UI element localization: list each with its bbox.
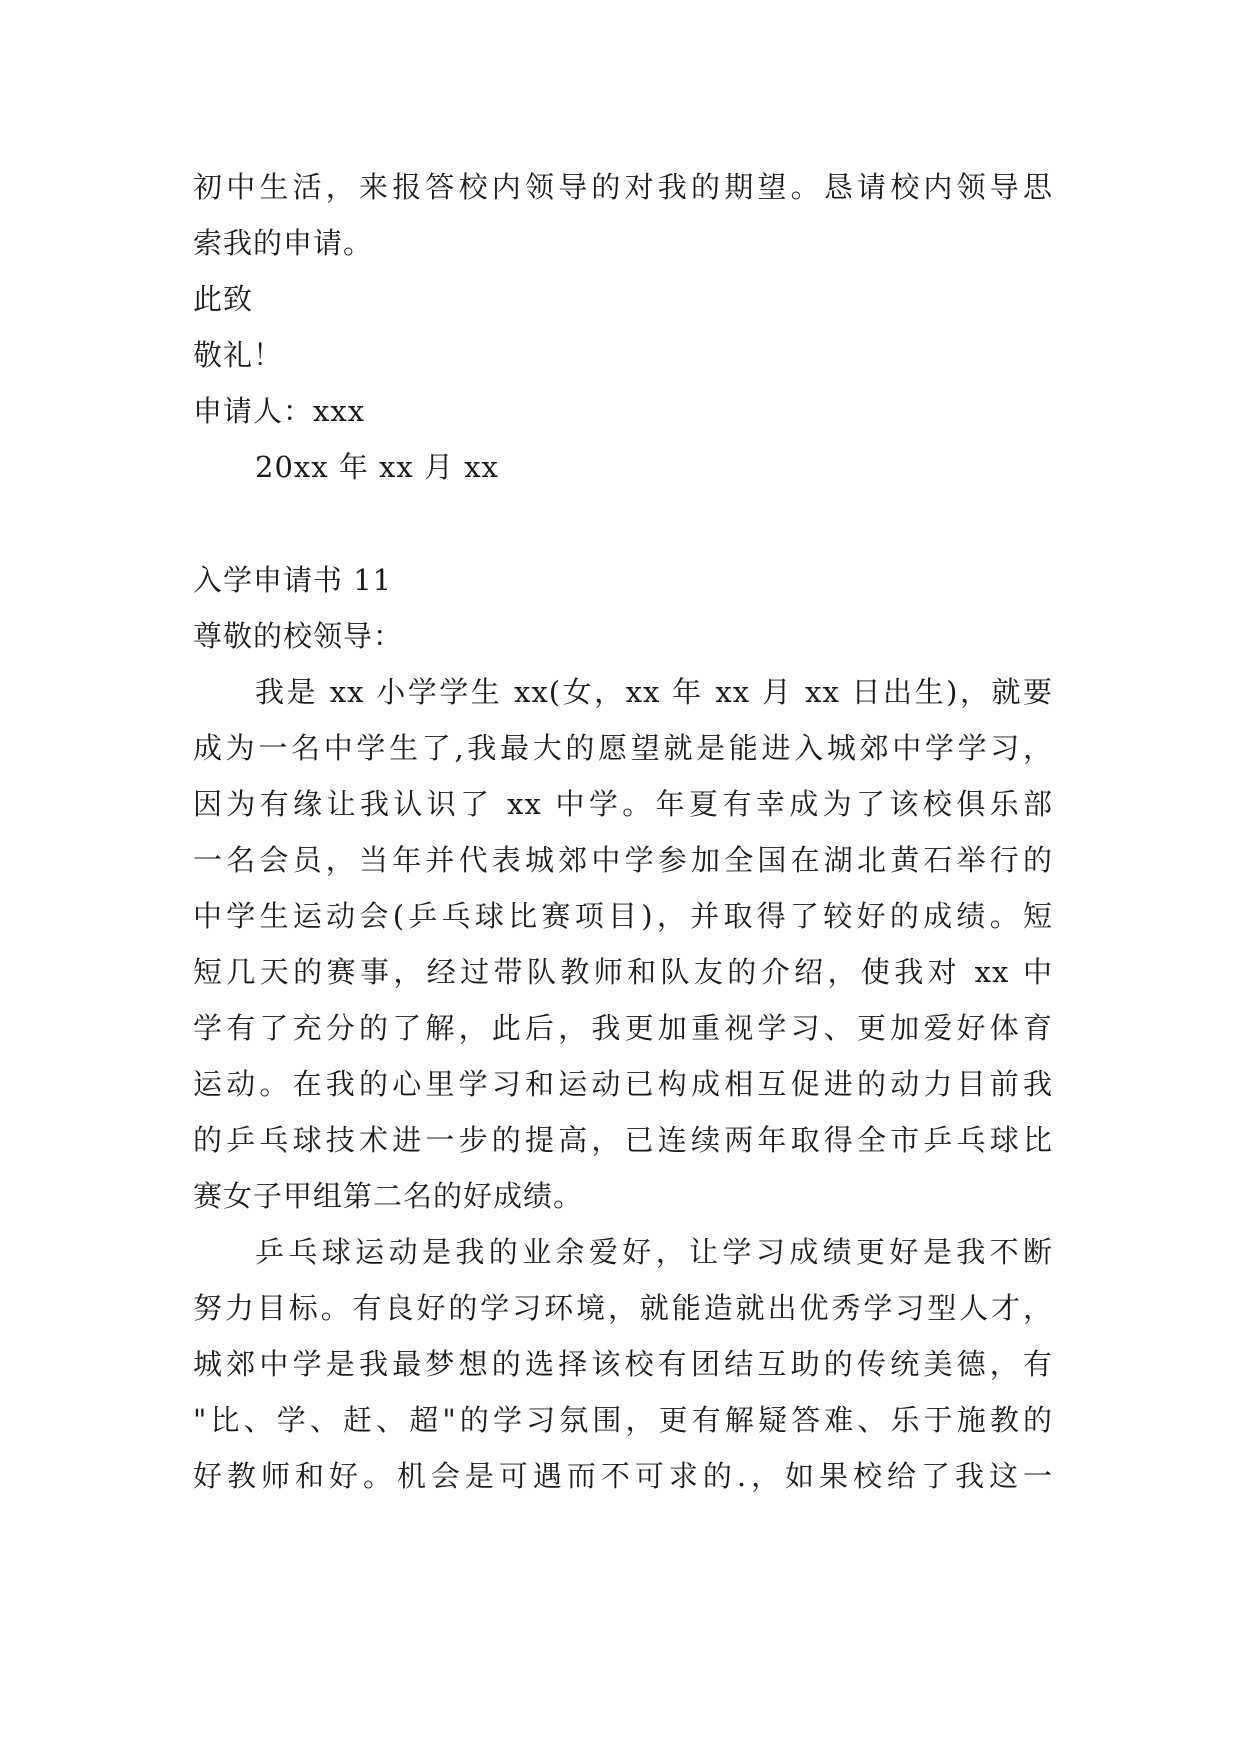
body-line: 索我的申请。 (193, 226, 374, 260)
date-line: 20xx 年 xx 月 xx (255, 450, 499, 484)
paragraph-line: 好教师和好。机会是可遇而不可求的.，如果校给了我这一 (193, 1459, 1053, 1493)
paragraph-line: 努力目标。有良好的学习环境，就能造就出优秀学习型人才， (193, 1291, 1053, 1325)
paragraph-line: 的乒乓球技术进一步的提高，已连续两年取得全市乒乓球比 (193, 1123, 1053, 1157)
paragraph-line: 城郊中学是我最梦想的选择该校有团结互助的传统美德，有 (193, 1347, 1053, 1381)
closing-line: 此致 (193, 282, 254, 316)
body-line: 初中生活，来报答校内领导的对我的期望。恳请校内领导思 (193, 170, 1053, 204)
paragraph-line: 学有了充分的了解，此后，我更加重视学习、更加爱好体育 (193, 1011, 1053, 1045)
paragraph-line: 短几天的赛事，经过带队教师和队友的介绍，使我对 xx 中 (193, 955, 1053, 989)
applicant-line: 申请人：xxx (193, 394, 366, 428)
salutation: 尊敬的校领导： (193, 619, 404, 653)
paragraph-line: 运动。在我的心里学习和运动已构成相互促进的动力目前我 (193, 1067, 1053, 1101)
paragraph-line: 中学生运动会(乒乓球比赛项目)，并取得了较好的成绩。短 (193, 899, 1053, 933)
paragraph-line: 成为一名中学生了,我最大的愿望就是能进入城郊中学学习， (193, 731, 1053, 765)
paragraph-line: "比、学、赶、超"的学习氛围，更有解疑答难、乐于施教的 (193, 1403, 1053, 1437)
paragraph-line: 赛女子甲组第二名的好成绩。 (193, 1179, 584, 1213)
paragraph-line: 一名会员，当年并代表城郊中学参加全国在湖北黄石举行的 (193, 843, 1053, 877)
paragraph-line: 我是 xx 小学学生 xx(女，xx 年 xx 月 xx 日出生)，就要 (255, 675, 1053, 709)
paragraph-line: 乒乓球运动是我的业余爱好，让学习成绩更好是我不断 (255, 1235, 1053, 1269)
letter-title: 入学申请书 11 (193, 563, 393, 597)
paragraph-line: 因为有缘让我认识了 xx 中学。年夏有幸成为了该校俱乐部 (193, 787, 1053, 821)
closing-line: 敬礼！ (193, 338, 284, 372)
